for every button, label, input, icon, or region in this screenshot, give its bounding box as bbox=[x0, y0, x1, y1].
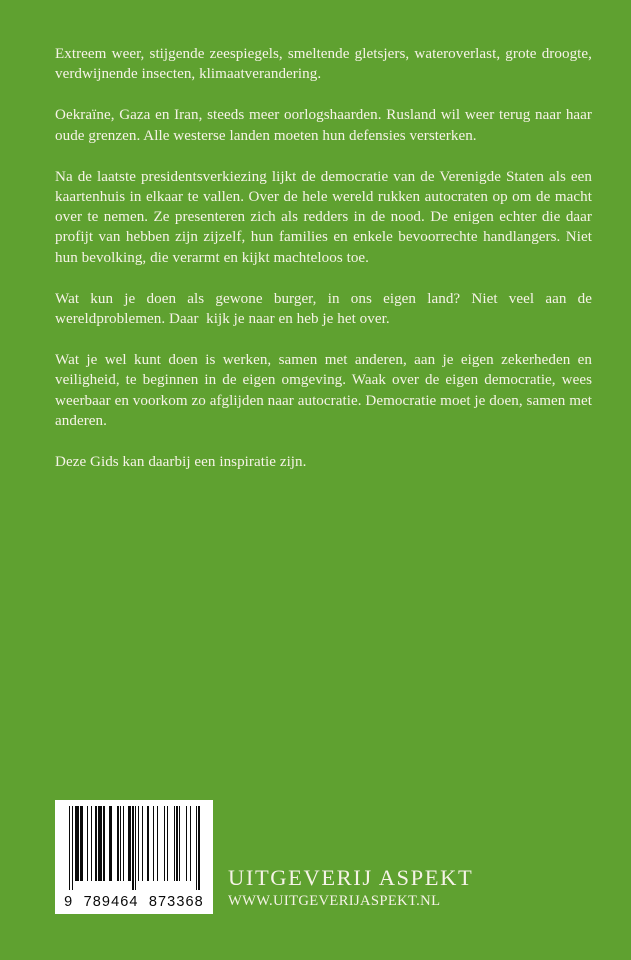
publisher-block bbox=[228, 866, 528, 911]
blurb-paragraph-5: Wat je wel kunt doen is werken, samen met anderen, aan je eigen zekerheden en veiligheid, te beginnen in de eigen omgeving. Waak over de eigen democratie, wees weerbaar en voorkom zo afglijden naar autocratie. Democratie moet je doen, samen met anderen. bbox=[55, 352, 596, 429]
blurb-paragraph-1: Extreem weer, stijgende zeespiegels, smeltende gletsjers, wateroverlast, grote droogte, verdwijnende insecten, klimaatverandering. bbox=[55, 46, 596, 83]
blurb-paragraph-2: Oekraïne, Gaza en Iran, steeds meer oorlogshaarden. Rusland wil weer terug naar haar oude grenzen. Alle westerse landen moeten hun defensies versterken. bbox=[55, 107, 596, 144]
blurb-text-block bbox=[55, 44, 596, 472]
blurb-paragraph-6: Deze Gids kan daarbij een inspiratie zijn. bbox=[55, 454, 307, 471]
publisher-url: WWW.UITGEVERIJASPEKT.NL bbox=[228, 893, 441, 909]
publisher-name: UITGEVERIJ ASPEKT bbox=[228, 865, 474, 890]
blurb-paragraph-4: Wat kun je doen als gewone burger, in ons eigen land? Niet veel aan de wereldproblemen. Daar kijk je naar en heb je het over. bbox=[55, 290, 596, 328]
barcode-bars bbox=[69, 806, 206, 890]
barcode-digits: 9 789464 873368 bbox=[64, 894, 204, 910]
isbn-barcode bbox=[55, 800, 213, 914]
blurb-paragraph-3: Na de laatste presidentsverkiezing lijkt de democratie van de Verenigde Staten als een kaartenhuis in elkaar te vallen. Over de hele wereld rukken autocraten op om de macht over te nemen. Ze presenteren zich als redders in de nood. De enigen echter die daar profijt van hebben zijn zijzelf, hun families en enkele bevoorrechte handlangers. Niet hun bevolking, die verarmt en kijkt machteloos toe. bbox=[55, 168, 596, 266]
